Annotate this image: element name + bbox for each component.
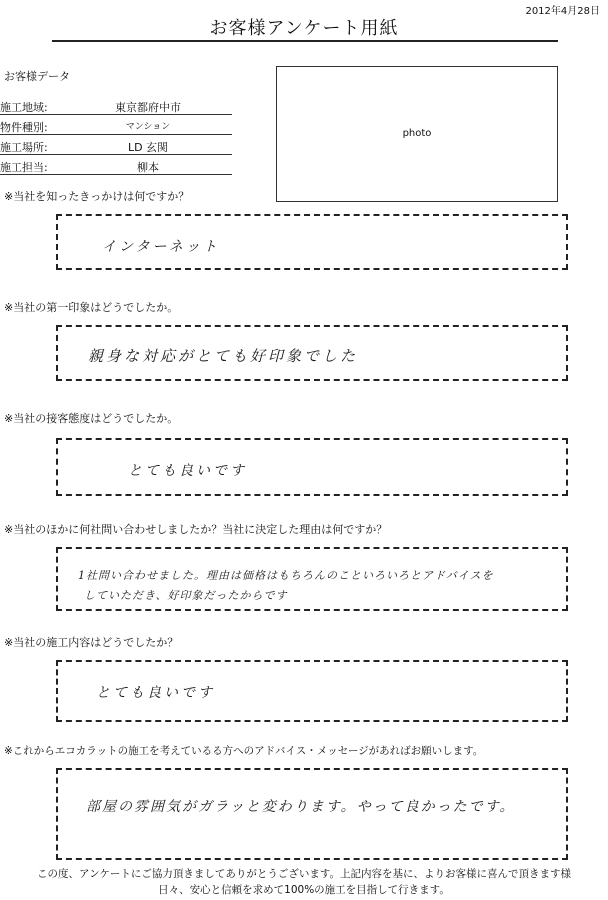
info-row-location: [0, 136, 232, 155]
answer-box-2: [56, 325, 568, 381]
page-title: お客様アンケート用紙: [209, 18, 399, 39]
info-label-property-type: 物件種別:: [0, 121, 48, 134]
question-1: ※当社を知ったきっかけは何ですか？: [4, 190, 190, 203]
answer-1: インターネット: [102, 239, 220, 255]
footer-line-1: この度、アンケートにご協力頂きましてありがとうございます。上記内容を基に、よりお客様に喜んで頂きます様: [36, 868, 572, 880]
customer-data-heading: お客様データ: [4, 70, 70, 83]
photo-placeholder: [276, 66, 558, 202]
info-value-staff: 柳本: [137, 161, 159, 174]
info-row-area: [0, 96, 232, 115]
question-6: ※これからエコカラットの施工を考えているる方へのアドバイス・メッセージがあればお願いします。: [4, 745, 484, 757]
answer-4-line2: していただき、好印象だったからです: [84, 589, 288, 602]
answer-box-6: [56, 768, 568, 860]
info-label-area: 施工地域:: [0, 101, 48, 114]
answer-2: 親身な対応がとても好印象でした: [88, 347, 359, 365]
question-2: ※当社の第一印象はどうでしたか。: [4, 301, 179, 314]
question-4: ※当社のほかに何社問い合わせしましたか？当社に決定した理由は何ですか？: [4, 523, 388, 536]
info-label-staff: 施工担当:: [0, 161, 48, 174]
survey-date: 2012年4月28日: [525, 6, 600, 17]
answer-5: とても良いです: [96, 685, 215, 701]
answer-box-4: [56, 547, 568, 611]
question-5: ※当社の施工内容はどうでしたか？: [4, 636, 179, 649]
answer-box-1: [56, 214, 568, 270]
answer-box-3: [56, 438, 568, 496]
answer-3: とても良いです: [128, 463, 247, 479]
photo-label: photo: [402, 128, 432, 139]
info-value-location: LD 玄関: [127, 141, 169, 154]
info-row-staff: [0, 156, 232, 175]
info-row-property-type: [0, 116, 232, 135]
answer-6: 部屋の雰囲気がガラッと変わります。やって良かったです。: [86, 799, 516, 815]
question-3: ※当社の接客態度はどうでしたか。: [4, 412, 179, 425]
info-label-location: 施工場所:: [0, 141, 48, 154]
answer-4-line1: 1社問い合わせました。理由は価格はもちろんのこといろいろとアドバイスを: [78, 569, 494, 582]
answer-box-5: [56, 660, 568, 722]
info-value-area: 東京都府中市: [115, 101, 181, 114]
footer-line-2: 日々、安心と信頼を求めて100%の施工を目指して行きます。: [158, 884, 450, 896]
title-underline: [52, 40, 558, 42]
info-value-property-type: マンション: [125, 122, 171, 132]
